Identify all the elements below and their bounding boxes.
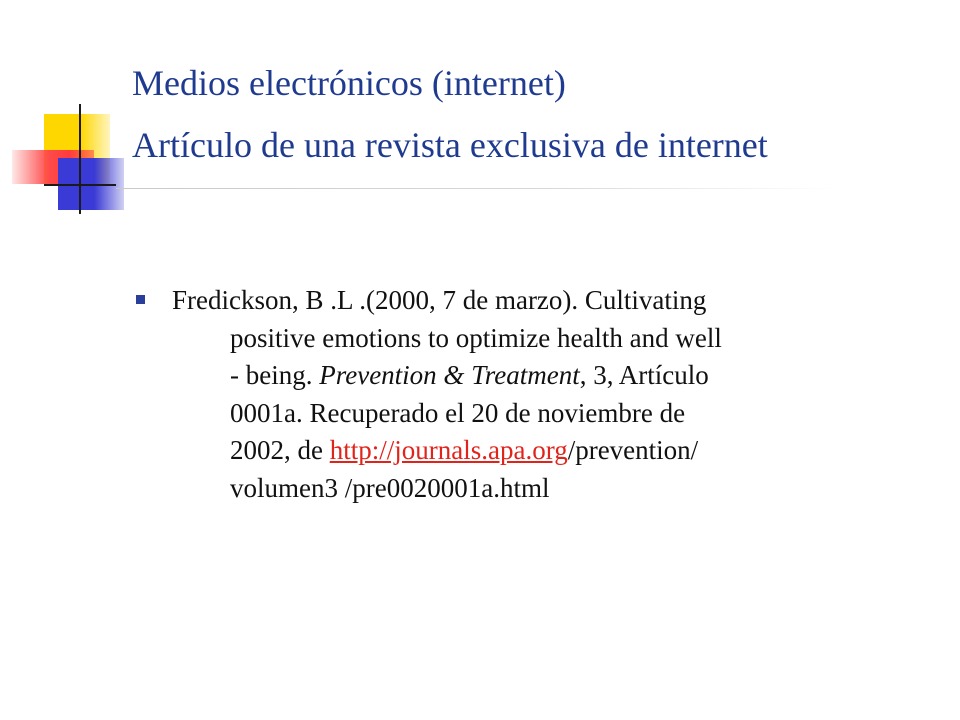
slide-title <box>132 52 768 176</box>
citation-line-3-prefix: - being. <box>230 360 320 390</box>
citation-line-3-suffix: , 3, Artículo <box>579 360 709 390</box>
citation-line-5-suffix: /prevention/ <box>567 435 699 465</box>
journal-name: Prevention & Treatment <box>319 360 580 390</box>
citation-line-6: volumen3 /pre0020001a.html <box>230 472 550 503</box>
title-line-2: Artículo de una revista exclusiva de internet <box>132 125 768 165</box>
citation-line-3 <box>172 357 912 395</box>
citation-line-5 <box>172 432 912 470</box>
citation-line-4: 0001a. Recuperado el 20 de noviembre de <box>230 397 686 428</box>
citation-line-2: positive emotions to optimize health and well <box>230 322 722 353</box>
citation-line-1: Fredickson, B .L .(2000, 7 de marzo). Cultivating <box>172 285 707 315</box>
decorative-vertical-line <box>79 104 81 214</box>
title-divider <box>116 188 840 189</box>
citation-line-5-prefix: 2002, de <box>230 435 330 465</box>
bullet-square-icon <box>136 295 145 304</box>
title-line-1: Medios electrónicos (internet) <box>132 63 566 103</box>
journal-link[interactable]: http://journals.apa.org <box>329 435 568 465</box>
citation-text <box>172 282 912 507</box>
decorative-horizontal-line <box>44 184 116 186</box>
